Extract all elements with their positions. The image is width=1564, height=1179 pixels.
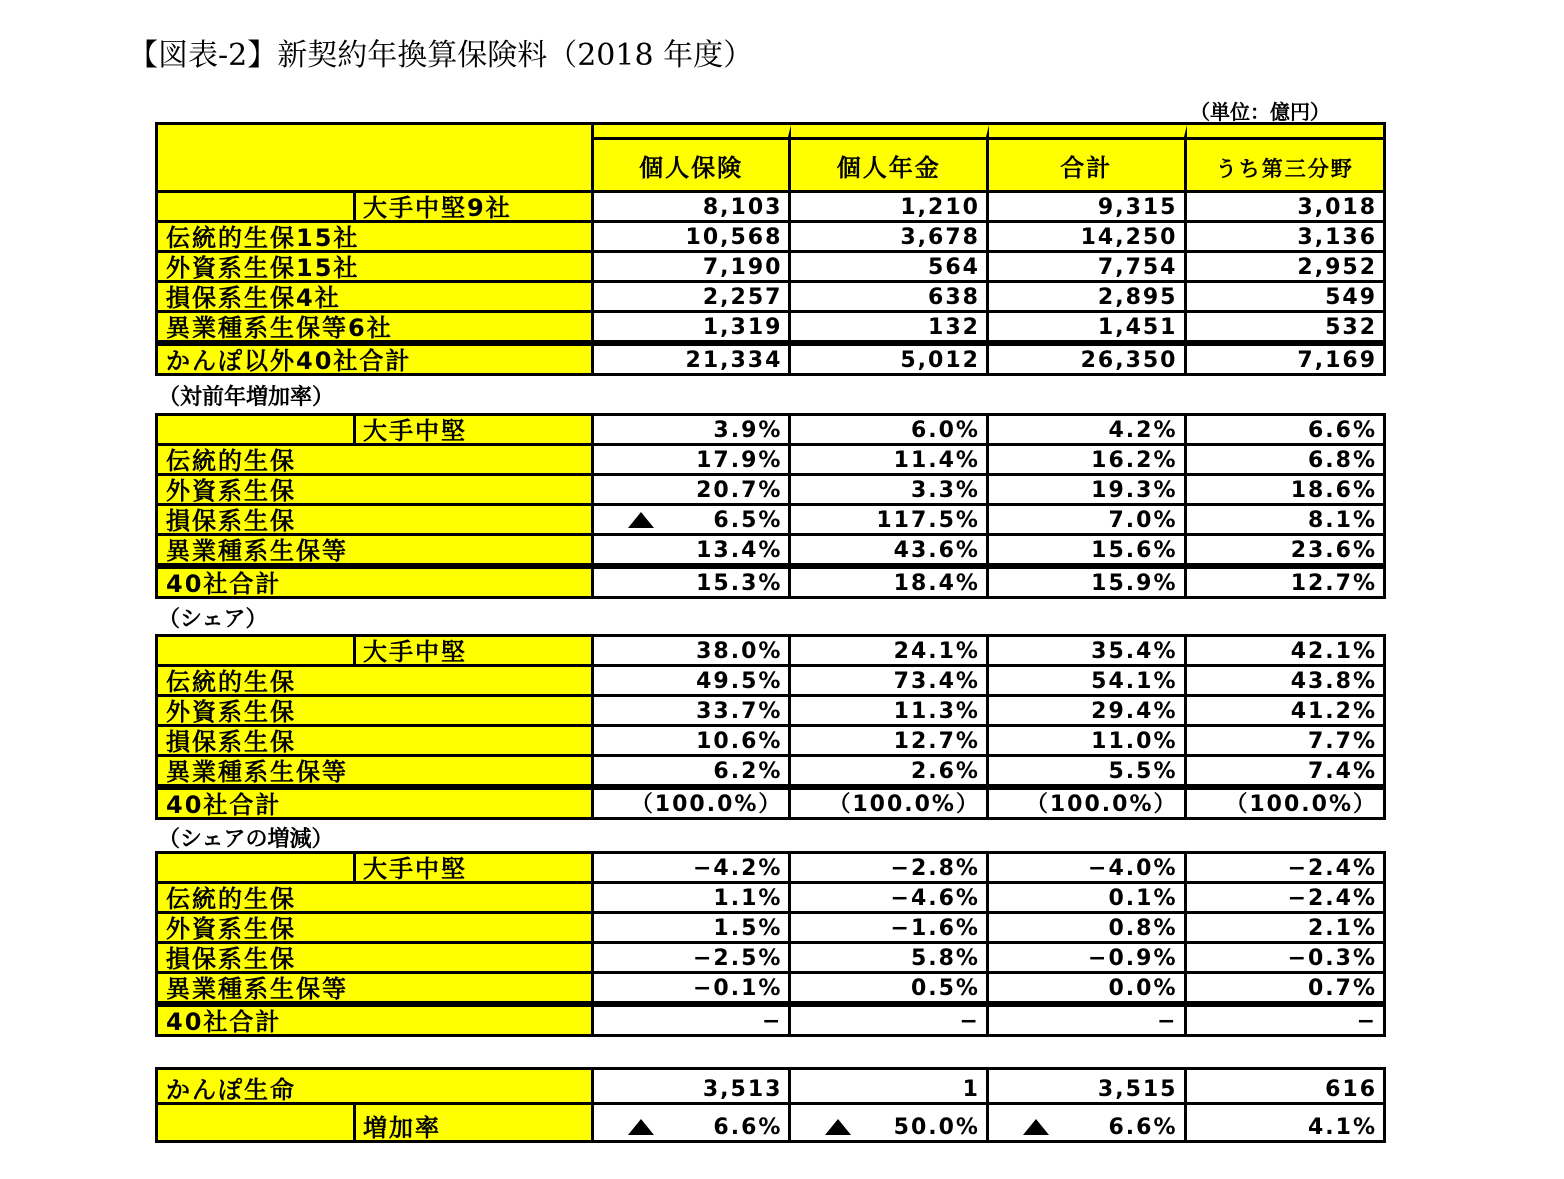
- table-cell: 9,315: [989, 193, 1187, 220]
- table-cell: 1: [791, 1070, 989, 1102]
- table-cell: 43.8%: [1290, 669, 1378, 694]
- table-cell: 29.4%: [989, 697, 1187, 724]
- row-label: 外資系生保: [158, 914, 594, 941]
- row-label: 増加率: [158, 1105, 594, 1140]
- table-cell: 12.7%: [791, 727, 989, 754]
- page-title: 【図表-2】新契約年換算保険料（2018 年度）: [128, 38, 754, 73]
- table-row: [158, 313, 1383, 343]
- table-cell: 6.0%: [791, 416, 989, 443]
- table-cell: 14,250: [989, 223, 1187, 250]
- table-row: [158, 727, 1383, 757]
- col-header-third-sector: うち第三分野: [1187, 125, 1384, 190]
- table-cell: 5,012: [791, 346, 989, 373]
- table-cell: 8,103: [594, 193, 792, 220]
- row-label: 大手中堅: [158, 854, 594, 881]
- table-cell: 8.1%: [1308, 508, 1378, 533]
- triangle-negative-icon: [825, 1119, 851, 1135]
- table-cell: −4.0%: [989, 854, 1187, 881]
- table-cell: 0.0%: [989, 974, 1187, 1001]
- table-cell: −0.3%: [1287, 946, 1378, 971]
- table-cell: 7,169: [1297, 348, 1378, 373]
- table-cell: 1,319: [594, 313, 792, 340]
- table-cell: 132: [791, 313, 989, 340]
- table-cell: 1,210: [791, 193, 989, 220]
- table-cell: 0.8%: [989, 914, 1187, 941]
- row-label: 40社合計: [158, 1007, 594, 1034]
- row-label: 損保系生保: [158, 944, 594, 971]
- table-cell: 12.7%: [1290, 571, 1378, 596]
- table-cell: 4.1%: [1308, 1115, 1378, 1140]
- table-cell: 7,754: [989, 253, 1187, 280]
- table-row: [158, 944, 1383, 974]
- row-label: 外資系生保: [158, 476, 594, 503]
- table-row: [158, 1070, 1383, 1105]
- table-cell: −4.6%: [791, 884, 989, 911]
- table-cell: 18.4%: [791, 569, 989, 596]
- table-cell: −2.5%: [594, 944, 792, 971]
- share-section-label: （シェア）: [158, 607, 268, 632]
- table-row: [158, 637, 1383, 667]
- table-row: [158, 343, 1383, 373]
- table-row: [158, 787, 1383, 817]
- table-cell: 3,018: [1297, 195, 1378, 220]
- table-cell: 3,515: [989, 1070, 1187, 1102]
- row-label: 40社合計: [158, 569, 594, 596]
- table-cell: （100.0%）: [989, 790, 1187, 817]
- table-row: [158, 757, 1383, 787]
- table-cell: 6.2%: [594, 757, 792, 784]
- table-row: [158, 476, 1383, 506]
- table-cell: −0.9%: [989, 944, 1187, 971]
- table-cell: 35.4%: [989, 637, 1187, 664]
- table-cell: −4.2%: [594, 854, 792, 881]
- table-cell: 2.1%: [1308, 916, 1378, 941]
- table-cell: 10.6%: [594, 727, 792, 754]
- table-cell: 549: [1325, 285, 1378, 310]
- table-cell: −: [594, 1007, 792, 1034]
- table-cell: 11.0%: [989, 727, 1187, 754]
- table-cell: 18.6%: [1290, 478, 1378, 503]
- table-cell: （100.0%）: [594, 790, 792, 817]
- share-change-table: [155, 851, 1386, 1037]
- share-table: [155, 634, 1386, 820]
- table-cell: 6.6%: [594, 1105, 792, 1140]
- growth-table: [155, 413, 1386, 599]
- table-cell: −: [989, 1007, 1187, 1034]
- table-row: [158, 974, 1383, 1004]
- table-cell: 11.4%: [791, 446, 989, 473]
- table-cell: 41.2%: [1290, 699, 1378, 724]
- row-label: かんぽ生命: [158, 1070, 594, 1102]
- table-cell: 6.8%: [1308, 448, 1378, 473]
- table-cell: 15.3%: [594, 569, 792, 596]
- table-cell: 6.5%: [594, 506, 792, 533]
- table-cell: 16.2%: [989, 446, 1187, 473]
- row-label: 損保系生保4社: [158, 283, 594, 310]
- table-cell: 73.4%: [791, 667, 989, 694]
- table-cell: 6.6%: [1308, 418, 1378, 443]
- table-row: [158, 223, 1383, 253]
- table-cell: 42.1%: [1290, 639, 1378, 664]
- table-cell: −1.6%: [791, 914, 989, 941]
- table-cell: 532: [1325, 315, 1378, 340]
- table-cell: 33.7%: [594, 697, 792, 724]
- table-row: [158, 697, 1383, 727]
- table-cell: 5.8%: [791, 944, 989, 971]
- table-row: [158, 854, 1383, 884]
- row-label: かんぽ以外40社合計: [158, 346, 594, 373]
- table-cell: −2.8%: [791, 854, 989, 881]
- row-label: 外資系生保: [158, 697, 594, 724]
- table-cell: 7.7%: [1308, 729, 1378, 754]
- table-cell: 564: [791, 253, 989, 280]
- table-cell: 1,451: [989, 313, 1187, 340]
- table-row: [158, 253, 1383, 283]
- col-header-individual-insurance: 個人保険: [594, 125, 792, 190]
- table-row: [158, 446, 1383, 476]
- triangle-negative-icon: [628, 512, 654, 528]
- table-cell: 5.5%: [989, 757, 1187, 784]
- table-cell: 50.0%: [791, 1105, 989, 1140]
- table-cell: 117.5%: [791, 506, 989, 533]
- row-label: 伝統的生保: [158, 667, 594, 694]
- header-corner: [158, 125, 594, 190]
- row-label: 異業種系生保等: [158, 757, 594, 784]
- row-label: 大手中堅9社: [158, 193, 594, 220]
- table-row: [158, 506, 1383, 536]
- table-cell: 3.3%: [791, 476, 989, 503]
- triangle-negative-icon: [628, 1119, 654, 1135]
- growth-section-label: （対前年増加率）: [158, 385, 335, 410]
- table-cell: 3,678: [791, 223, 989, 250]
- table-cell: 0.5%: [791, 974, 989, 1001]
- row-label: 大手中堅: [158, 637, 594, 664]
- table-row: [158, 667, 1383, 697]
- table-cell: −2.4%: [1287, 856, 1378, 881]
- table-cell: 7,190: [594, 253, 792, 280]
- table-cell: 23.6%: [1290, 538, 1378, 563]
- table-cell: 1.5%: [594, 914, 792, 941]
- row-label: 異業種系生保等: [158, 536, 594, 563]
- col-header-total: 合計: [989, 125, 1187, 190]
- table-cell: 38.0%: [594, 637, 792, 664]
- table-cell: （100.0%）: [1225, 792, 1378, 817]
- premium-table: [155, 122, 1386, 376]
- row-label: 伝統的生保: [158, 884, 594, 911]
- kanpo-table: [155, 1067, 1386, 1143]
- table-cell: 7.4%: [1308, 759, 1378, 784]
- col-header-individual-annuity: 個人年金: [791, 125, 989, 190]
- table-cell: 3,513: [594, 1070, 792, 1102]
- table-cell: −: [1356, 1009, 1378, 1034]
- row-label: 40社合計: [158, 790, 594, 817]
- table-cell: 7.0%: [989, 506, 1187, 533]
- row-label: 大手中堅: [158, 416, 594, 443]
- unit-label: （単位：億円）: [1190, 100, 1330, 124]
- row-label: 損保系生保: [158, 506, 594, 533]
- table-cell: 21,334: [594, 346, 792, 373]
- table-row: [158, 1004, 1383, 1034]
- table-cell: 54.1%: [989, 667, 1187, 694]
- row-label: 伝統的生保15社: [158, 223, 594, 250]
- table-cell: 26,350: [989, 346, 1187, 373]
- table-cell: 49.5%: [594, 667, 792, 694]
- row-label: 異業種系生保等6社: [158, 313, 594, 340]
- table-row: [158, 283, 1383, 313]
- table-cell: 6.6%: [989, 1105, 1187, 1140]
- table-cell: −2.4%: [1287, 886, 1378, 911]
- table-cell: 10,568: [594, 223, 792, 250]
- table-row: [158, 914, 1383, 944]
- row-label: 外資系生保15社: [158, 253, 594, 280]
- table-cell: 2,257: [594, 283, 792, 310]
- table-row: [158, 536, 1383, 566]
- triangle-negative-icon: [1023, 1119, 1049, 1135]
- share-change-section-label: （シェアの増減）: [158, 827, 334, 852]
- table-cell: 43.6%: [791, 536, 989, 563]
- table-cell: −0.1%: [594, 974, 792, 1001]
- table-row: [158, 416, 1383, 446]
- table-cell: 15.6%: [989, 536, 1187, 563]
- table-cell: 4.2%: [989, 416, 1187, 443]
- header-row: [158, 125, 1383, 193]
- table-cell: 1.1%: [594, 884, 792, 911]
- row-label: 異業種系生保等: [158, 974, 594, 1001]
- table-row: [158, 884, 1383, 914]
- table-cell: （100.0%）: [791, 790, 989, 817]
- row-label: 伝統的生保: [158, 446, 594, 473]
- table-row: [158, 193, 1383, 223]
- table-cell: 17.9%: [594, 446, 792, 473]
- table-cell: 3.9%: [594, 416, 792, 443]
- table-cell: 0.7%: [1308, 976, 1378, 1001]
- table-cell: 13.4%: [594, 536, 792, 563]
- table-cell: 2,952: [1297, 255, 1378, 280]
- table-cell: 638: [791, 283, 989, 310]
- table-cell: −: [791, 1007, 989, 1034]
- table-cell: 20.7%: [594, 476, 792, 503]
- table-cell: 15.9%: [989, 569, 1187, 596]
- table-cell: 0.1%: [989, 884, 1187, 911]
- table-cell: 616: [1325, 1077, 1378, 1102]
- table-cell: 3,136: [1297, 225, 1378, 250]
- table-cell: 2.6%: [791, 757, 989, 784]
- table-cell: 19.3%: [989, 476, 1187, 503]
- row-label: 損保系生保: [158, 727, 594, 754]
- table-cell: 11.3%: [791, 697, 989, 724]
- table-cell: 2,895: [989, 283, 1187, 310]
- table-row: [158, 1105, 1383, 1140]
- table-cell: 24.1%: [791, 637, 989, 664]
- table-row: [158, 566, 1383, 596]
